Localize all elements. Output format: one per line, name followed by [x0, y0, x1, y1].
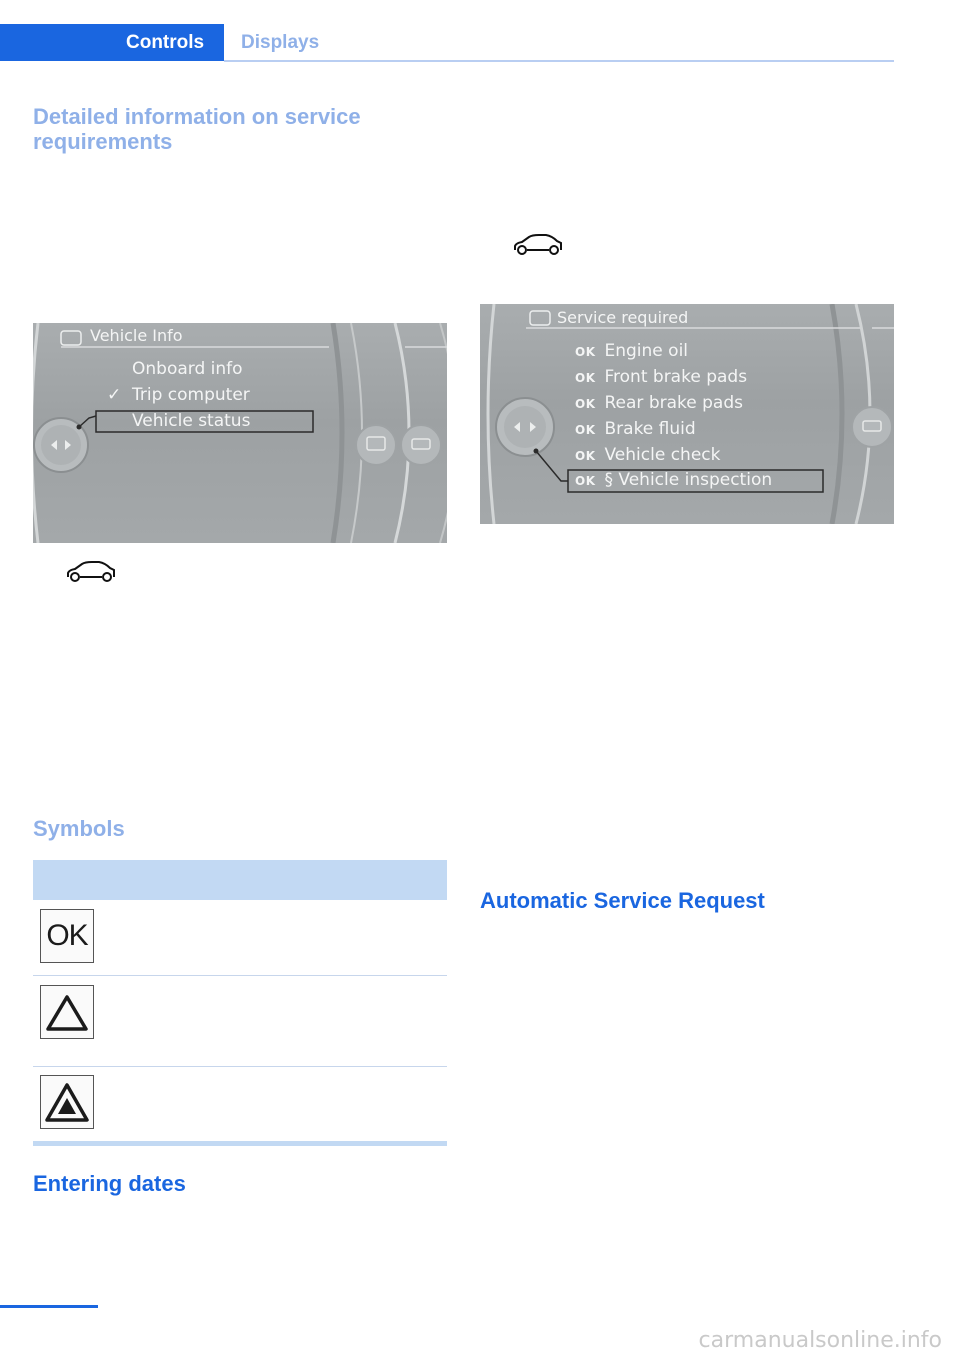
car-outline-icon	[65, 560, 117, 584]
service-item-rear-brake-pads[interactable]	[575, 393, 743, 413]
menu-item-vehicle-status[interactable]: Vehicle status	[132, 411, 251, 431]
service-item-label: Engine oil	[604, 341, 689, 361]
symbols-table-header	[33, 860, 447, 900]
ok-badge: OK	[575, 397, 596, 411]
header-rule	[224, 60, 894, 62]
heading-detailed-information: Detailed information on service requirements	[33, 104, 361, 154]
service-item-label: Rear brake pads	[604, 393, 743, 413]
service-item-vehicle-inspection[interactable]	[575, 470, 772, 490]
service-item-label: Vehicle check	[604, 445, 721, 465]
table-row-divider	[33, 975, 447, 976]
screen-frame	[480, 304, 894, 524]
ok-badge: OK	[575, 474, 596, 488]
service-item-label: Brake fluid	[604, 419, 696, 439]
service-item-label: § Vehicle inspection	[604, 470, 773, 490]
service-item-front-brake-pads[interactable]	[575, 367, 747, 387]
ok-symbol-icon	[40, 909, 94, 963]
tab-controls[interactable]: Controls	[0, 24, 224, 61]
symbols-table-footer	[33, 1141, 447, 1146]
ok-badge: OK	[575, 345, 596, 359]
car-outline-icon	[512, 233, 564, 257]
screen-title: Vehicle Info	[90, 326, 183, 345]
table-row-divider	[33, 1066, 447, 1067]
idrive-screen-vehicle-info	[33, 323, 447, 543]
screen-frame	[33, 323, 447, 543]
ok-badge: OK	[575, 423, 596, 437]
heading-entering-dates: Entering dates	[33, 1171, 186, 1196]
heading-automatic-service-request: Automatic Service Request	[480, 888, 765, 913]
ok-badge: OK	[575, 449, 596, 463]
service-item-brake-fluid[interactable]	[575, 419, 696, 439]
ok-badge: OK	[575, 371, 596, 385]
service-item-engine-oil[interactable]	[575, 341, 688, 361]
screen-title: Service required	[557, 308, 689, 327]
menu-item-trip-computer[interactable]: Trip computer	[132, 385, 250, 405]
idrive-screen-service-required	[480, 304, 894, 524]
page-number-rule	[0, 1305, 98, 1308]
menu-item-onboard-info[interactable]: Onboard info	[132, 359, 243, 379]
service-item-label: Front brake pads	[604, 367, 748, 387]
tab-displays[interactable]: Displays	[241, 32, 320, 53]
service-item-vehicle-check[interactable]	[575, 445, 720, 465]
ok-symbol-label: OK	[46, 919, 88, 952]
red-warning-triangle-icon	[40, 1075, 94, 1129]
check-mark-icon: ✓	[107, 385, 122, 405]
watermark: carmanualsonline.info	[698, 1328, 942, 1353]
heading-symbols: Symbols	[33, 816, 125, 841]
warning-triangle-icon	[40, 985, 94, 1039]
